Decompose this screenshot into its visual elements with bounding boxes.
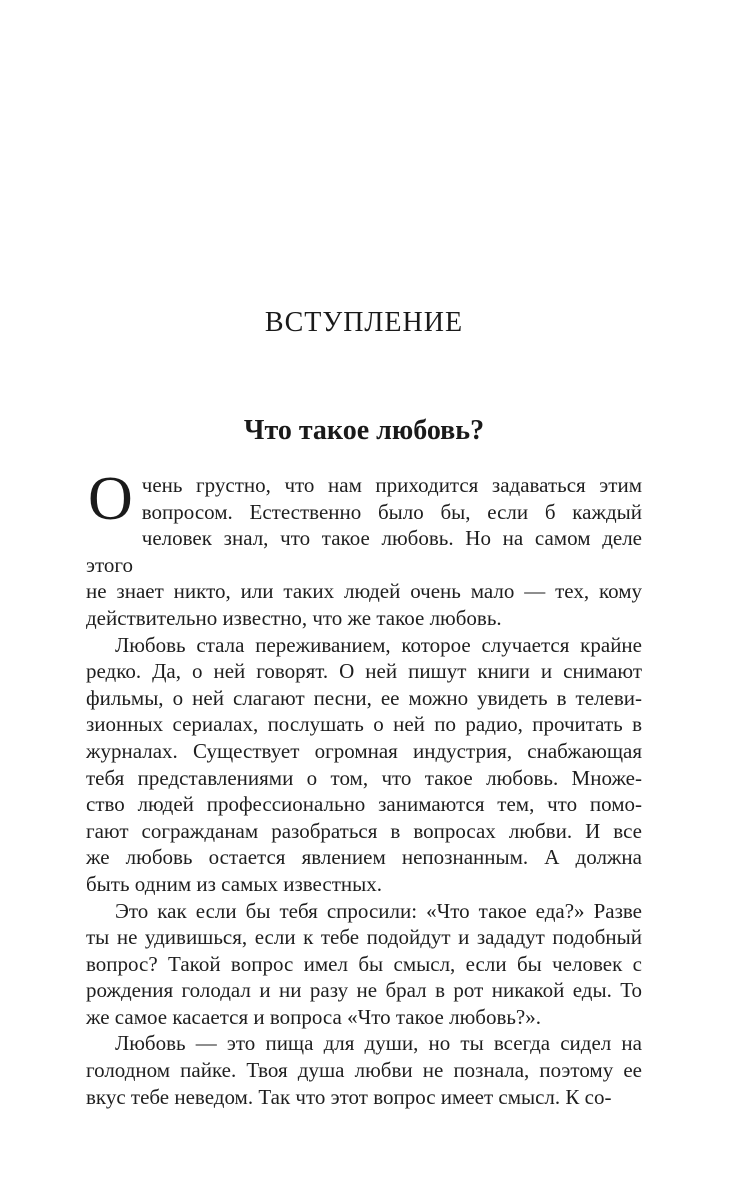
text-line: Это как если бы тебя спросили: «Что такое еда?» Разве	[115, 898, 642, 923]
text-line: человек знал, что такое любовь. Но на самом деле этого	[86, 526, 642, 577]
text-line: действительно известно, что же такое любовь.	[86, 605, 502, 630]
paragraph	[86, 1030, 642, 1110]
text-line: тебя представлениями о том, что такое любовь. Множе-	[86, 765, 642, 790]
text-line: же любовь остается явлением непознанным. А должна	[86, 845, 642, 870]
text-line: рождения голодал и ни разу не брал в рот никакой еды. То	[86, 978, 642, 1003]
text-line: голодном пайке. Твоя душа любви не познала, поэтому ее	[86, 1058, 642, 1083]
paragraph	[86, 465, 642, 632]
text-line: ство людей профессионально занимаются тем, что помо-	[86, 792, 642, 817]
text-line: не знает никто, или таких людей очень мало — тех, кому	[86, 579, 642, 604]
text-line: зионных сериалах, послушать о ней по радио, прочитать в	[86, 712, 642, 737]
drop-cap: О	[88, 465, 133, 533]
chapter-title: ВСТУПЛЕНИЕ	[264, 307, 464, 338]
text-line: же самое касается и вопроса «Что такое любовь?».	[86, 1004, 542, 1029]
section-title: Что такое любовь?	[243, 415, 485, 446]
text-line: вопросом. Естественно было бы, если б каждый	[141, 499, 642, 524]
body-text	[86, 465, 642, 1110]
paragraph	[86, 632, 642, 898]
text-line: Любовь — это пища для души, но ты всегда сидел на	[115, 1031, 642, 1056]
text-line: фильмы, о ней слагают песни, ее можно увидеть в телеви-	[86, 685, 642, 710]
text-line: вкус тебе неведом. Так что этот вопрос имеет смысл. К со-	[86, 1084, 612, 1109]
text-line: гают согражданам разобраться в вопросах любви. И все	[86, 818, 642, 843]
text-line: вопрос? Такой вопрос имел бы смысл, если бы человек с	[86, 951, 642, 976]
text-line: ты не удивишься, если к тебе подойдут и зададут подобный	[86, 925, 642, 950]
text-line: Любовь стала переживанием, которое случается крайне	[115, 632, 642, 657]
text-line: быть одним из самых известных.	[86, 871, 382, 896]
paragraph	[86, 898, 642, 1031]
text-line: редко. Да, о ней говорят. О ней пишут книги и снимают	[86, 659, 642, 684]
text-line: журналах. Существует огромная индустрия, снабжающая	[86, 738, 642, 763]
text-line: чень грустно, что нам приходится задаваться этим	[141, 473, 642, 497]
